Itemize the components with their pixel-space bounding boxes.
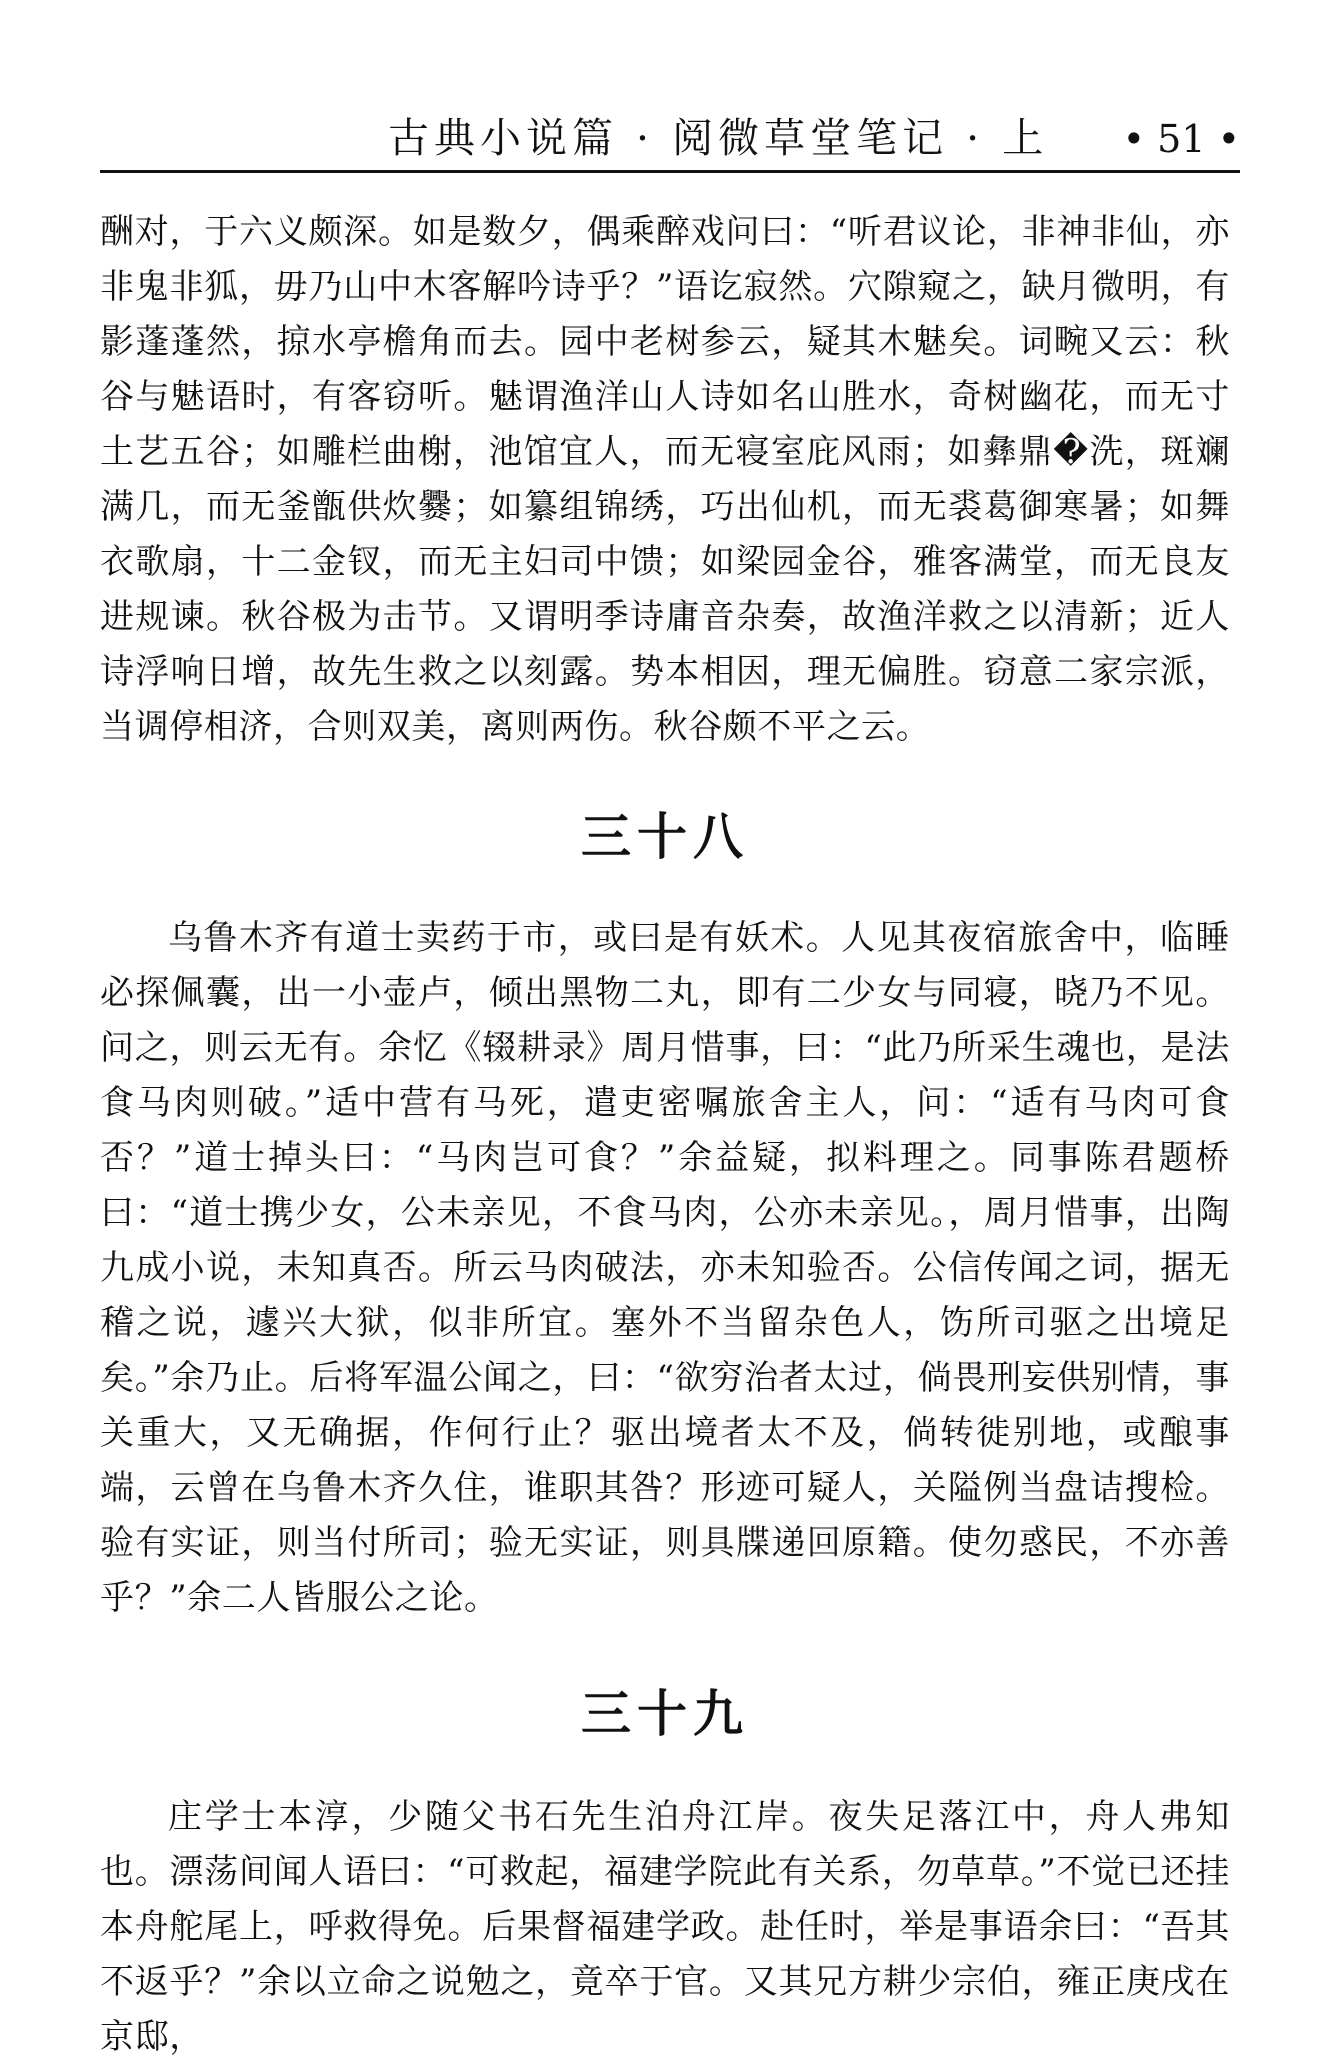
continued-paragraph: 酬对，于六义颇深。如是数夕，偶乘醉戏问曰：“听君议论，非神非仙，亦非鬼非狐，毋乃山中木客解吟诗乎？”语讫寂然。穴隙窥之，缺月微明，有影蓬蓬然，掠水亭檐角而去。园中老树参云，疑其木魅矣。词畹又云：秋谷与魅语时，有客窃听。魅谓渔洋山人诗如名山胜水，奇树幽花，而无寸土艺五谷；如雕栏曲榭，池馆宜人，而无寝室庇风雨；如彝鼎�洗，斑斓满几，而无釜甑供炊爨；如纂组锦绣，巧出仙机，而无裘葛御寒暑；如舞衣歌扇，十二金钗，而无主妇司中馈；如梁园金谷，雅客满堂，而无良友进规谏。秋谷极为击节。又谓明季诗庸音杂奏，故渔洋救之以清新；近人诗浮响日增，故先生救之以刻露。势本相因，理无偏胜。窃意二家宗派，当调停相济，合则双美，离则两伤。秋谷颇不平之云。 — [100, 212, 1230, 747]
page-body — [100, 205, 1230, 2065]
section-38-title: 三十八 — [581, 808, 749, 866]
header-divider — [100, 170, 1240, 173]
section-39-title: 三十九 — [581, 1685, 749, 1743]
running-header-title: 古典小说篇 · 阅微草堂笔记 · 上 — [388, 114, 1049, 162]
section-39-text: 庄学士本淳，少随父书石先生泊舟江岸。夜失足落江中，舟人弗知也。漂荡间闻人语曰：“可救起，福建学院此有关系，勿草草。”不觉已还挂本舟舵尾上，呼救得免。后果督福建学政。赴任时，举是事语余曰：“吾其不返乎？”余以立命之说勉之，竟卒于官。又其兄方耕少宗伯，雍正庚戌在京邸， — [100, 1797, 1230, 2057]
section-38-text: 乌鲁木齐有道士卖药于市，或曰是有妖术。人见其夜宿旅舍中，临睡必探佩囊，出一小壶卢，倾出黑物二丸，即有二少女与同寝，晓乃不见。问之，则云无有。余忆《辍耕录》周月惜事，曰：“此乃所采生魂也，是法食马肉则破。”适中营有马死，遣吏密嘱旅舍主人，问：“适有马肉可食否？”道士掉头曰：“马肉岂可食？”余益疑，拟料理之。同事陈君题桥曰：“道士携少女，公未亲见，不食马肉，公亦未亲见。，周月惜事，出陶九成小说，未知真否。所云马肉破法，亦未知验否。公信传闻之词，据无稽之说，遽兴大狱，似非所宜。塞外不当留杂色人，饬所司驱之出境足矣。”余乃止。后将军温公闻之，曰：“欲穷治者太过，倘畏刑妄供别情，事关重大，又无确据，作何行止？驱出境者太不及，倘转徙别地，或酿事端，云曾在乌鲁木齐久住，谁职其咎？形迹可疑人，关隘例当盘诘搜检。验有实证，则当付所司；验无实证，则具牒递回原籍。使勿惑民，不亦善乎？”余二人皆服公之论。 — [100, 918, 1230, 1618]
running-header — [100, 104, 1240, 166]
page-number: • 51 • — [1122, 117, 1240, 161]
